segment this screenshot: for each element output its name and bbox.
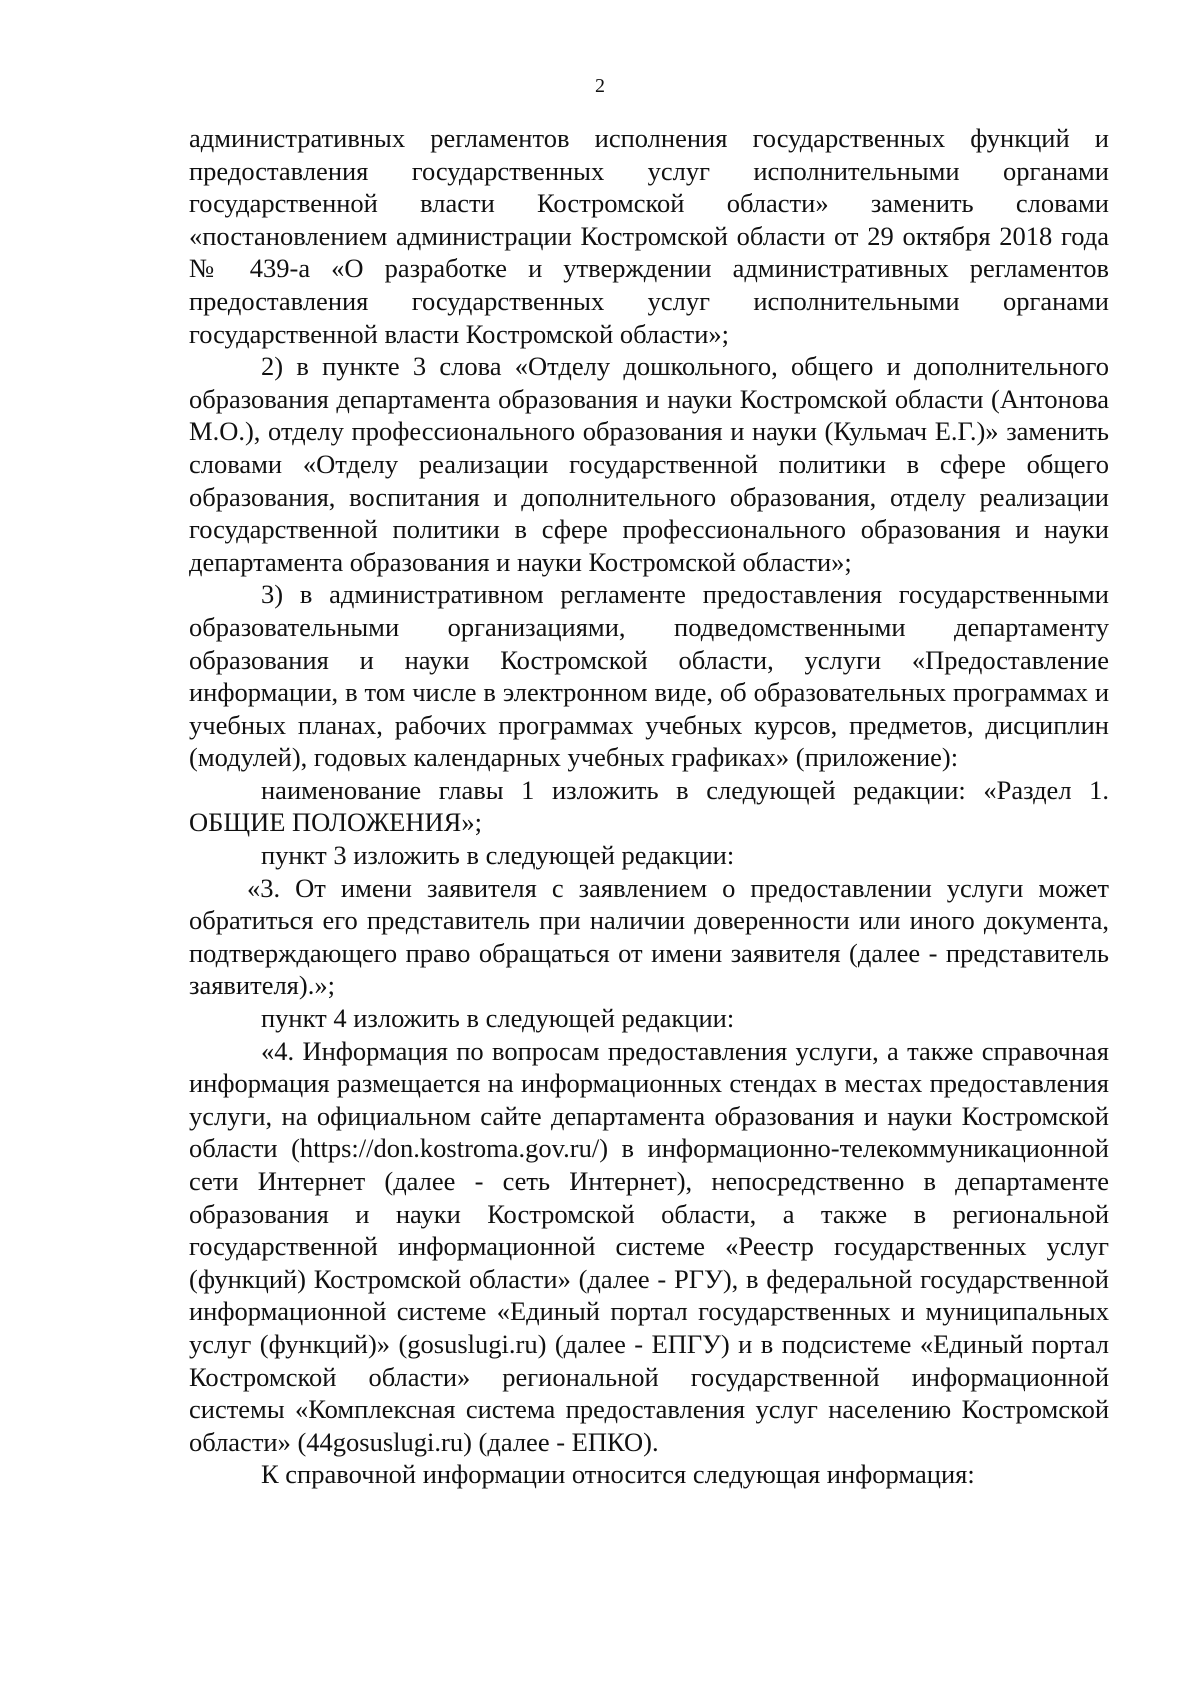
page-number: 2 [595, 75, 605, 97]
paragraph-point-4-text: «4. Информация по вопросам предоставления услуги, а также справочная информация размещается на информационных стендах в местах предоставления услуги, на официальном сайте департамента образования и науки Костромской области (https://don.kostroma.gov.ru/) в информационно-телекоммуникационной сети Интернет (далее - сеть Интернет), непосредственно в департаменте образования и науки Костромской области, а также в региональной государственной информационной системе «Реестр государственных услуг (функций) Костромской области» (далее - РГУ), в федеральной государственной информационной системе «Единый портал государственных и муниципальных услуг (функций)» (gosuslugi.ru) (далее - ЕПГУ) и в подсистеме «Единый портал Костромской области» региональной государственной информационной системы «Комплексная система предоставления услуг населению Костромской области» (44gosuslugi.ru) (далее - ЕПКО). [189, 1035, 1109, 1457]
paragraph-point-3-intro: пункт 3 изложить в следующей редакции: [261, 840, 735, 871]
paragraph-reference-info: К справочной информации относится следующая информация: [261, 1459, 975, 1490]
paragraph-point-3-text: «3. От имени заявителя с заявлением о предоставлении услуги может обратиться его представитель при наличии доверенности или иного документа, подтверждающего право обращаться от имени заявителя (далее - представитель заявителя).»; [189, 872, 1109, 1001]
paragraph-item-2: 2) в пункте 3 слова «Отделу дошкольного, общего и дополнительного образования департамента образования и науки Костромской области (Антонова М.О.), отделу профессионального образования и науки (Кульмач Е.Г.)» заменить словами «Отделу реализации государственной политики в сфере общего образования, воспитания и дополнительного образования, отделу реализации государственной политики в сфере профессионального образования и науки департамента образования и науки Костромской области»; [189, 351, 1109, 577]
paragraph-chapter-title: наименование главы 1 изложить в следующей редакции: «Раздел 1. ОБЩИЕ ПОЛОЖЕНИЯ»; [189, 774, 1109, 838]
document-body [189, 122, 1109, 1491]
paragraph-point-4-intro: пункт 4 изложить в следующей редакции: [261, 1003, 735, 1034]
paragraph-item-3: 3) в административном регламенте предоставления государственными образовательными организациями, подведомственными департаменту образования и науки Костромской области, услуги «Предоставление информации, в том числе в электронном виде, об образовательных программах и учебных планах, рабочих программах учебных курсов, предметов, дисциплин (модулей), годовых календарных учебных графиках» (приложение): [189, 579, 1109, 773]
paragraph-continuation: административных регламентов исполнения государственных функций и предоставления государственных услуг исполнительными органами государственной власти Костромской области» заменить словами «постановлением администрации Костромской области от 29 октября 2018 года № 439-а «О разработке и утверждении административных регламентов предоставления государственных услуг исполнительными органами государственной власти Костромской области»; [189, 123, 1109, 349]
